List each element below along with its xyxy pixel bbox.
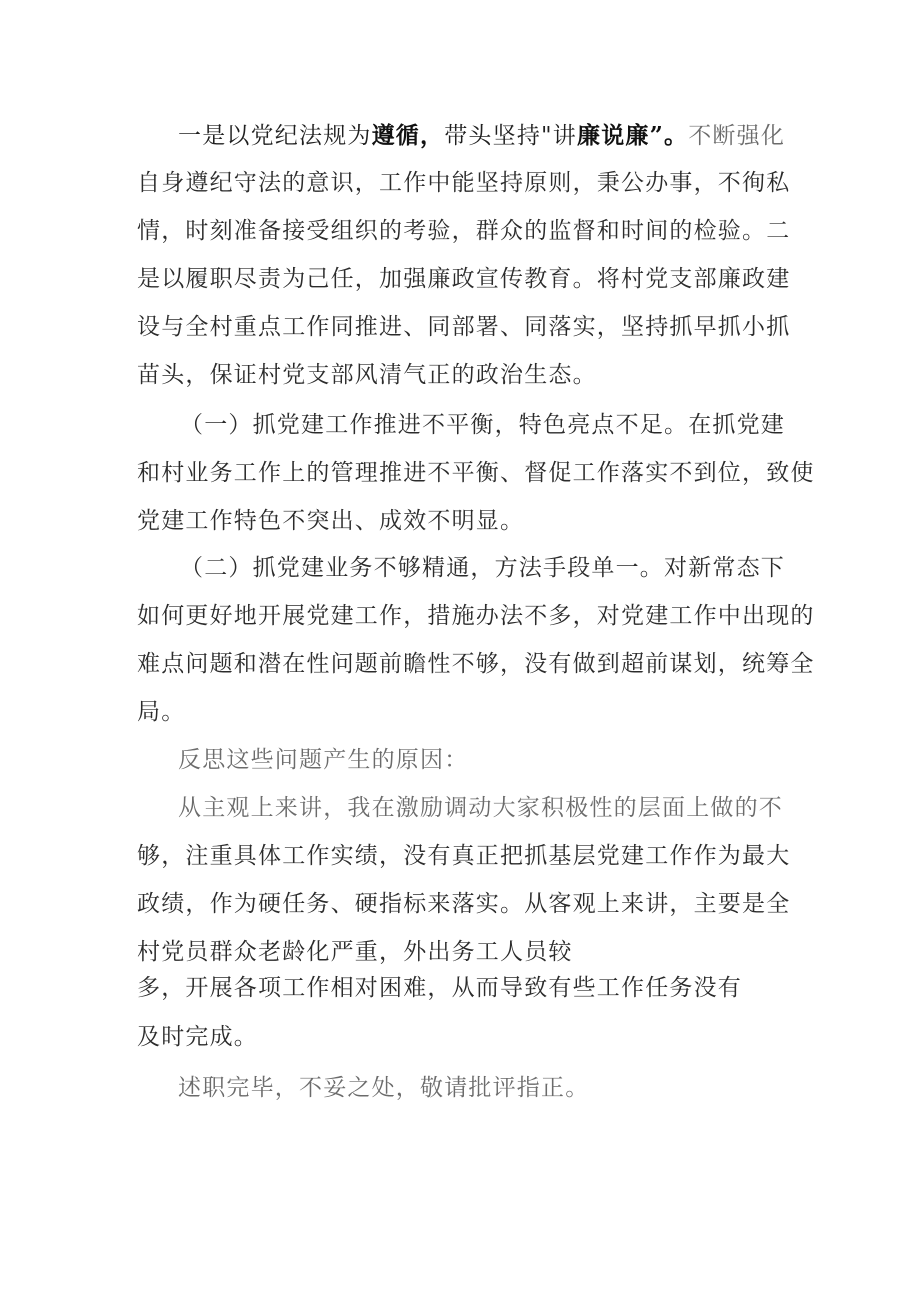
paragraph-1-line-2: 自身遵纪守法的意识，工作中能坚持原则，秉公办事，不徇私 <box>137 170 791 196</box>
paragraph-1-line-6: 苗头，保证村党支部风清气正的政治生态。 <box>137 362 597 388</box>
paragraph-6-line-1: 述职完毕，不妥之处，敬请批评指正。 <box>178 1075 590 1101</box>
paragraph-3-line-3: 难点问题和潜在性问题前瞻性不够，没有做到超前谋划，统筹全 <box>137 651 815 677</box>
bold-text-run: 遵循， <box>371 122 445 149</box>
paragraph-3-line-1: （二）抓党建业务不够精通，方法手段单一。对新常态下 <box>180 555 785 581</box>
paragraph-5-line-1: 从主观上来讲，我在激励调动大家积极性的层面上做的不 <box>178 795 783 821</box>
paragraph-5-line-5: 多，开展各项工作相对困难，从而导致有些工作任务没有 <box>137 975 742 1001</box>
text-run: 带头坚持"讲 <box>444 123 577 149</box>
paragraph-5-line-4: 村党员群众老龄化严重，外出务工人员较 <box>137 939 573 965</box>
paragraph-4-line-1: 反思这些问题产生的原因： <box>178 747 469 773</box>
bold-text-run: 廉说廉”。 <box>577 122 689 149</box>
text-run: 一是以党纪法规为 <box>178 123 372 149</box>
text-run: 不断强化 <box>688 123 786 149</box>
paragraph-5-line-3: 政绩，作为硬任务、硬指标来落实。从客观上来讲，主要是全 <box>137 891 791 917</box>
paragraph-1-line-1 <box>178 121 785 151</box>
paragraph-2-line-2: 和村业务工作上的管理推进不平衡、督促工作落实不到位，致使 <box>137 460 815 486</box>
paragraph-1-line-3: 情，时刻准备接受组织的考验，群众的监督和时间的检验。二 <box>137 218 791 244</box>
paragraph-2-line-3: 党建工作特色不突出、成效不明显。 <box>137 508 525 534</box>
paragraph-2-line-1: （一）抓党建工作推进不平衡，特色亮点不足。在抓党建 <box>180 412 785 438</box>
paragraph-3-line-4: 局。 <box>137 699 186 725</box>
paragraph-5-line-2: 够，注重具体工作实绩，没有真正把抓基层党建工作作为最大 <box>137 843 791 869</box>
paragraph-5-line-6: 及时完成。 <box>137 1024 258 1050</box>
paragraph-1-line-5: 设与全村重点工作同推进、同部署、同落实，坚持抓早抓小抓 <box>137 314 791 340</box>
paragraph-3-line-2: 如何更好地开展党建工作，措施办法不多，对党建工作中出现的 <box>137 603 815 629</box>
paragraph-1-line-4: 是以履职尽责为己任，加强廉政宣传教育。将村党支部廉政建 <box>137 266 791 292</box>
